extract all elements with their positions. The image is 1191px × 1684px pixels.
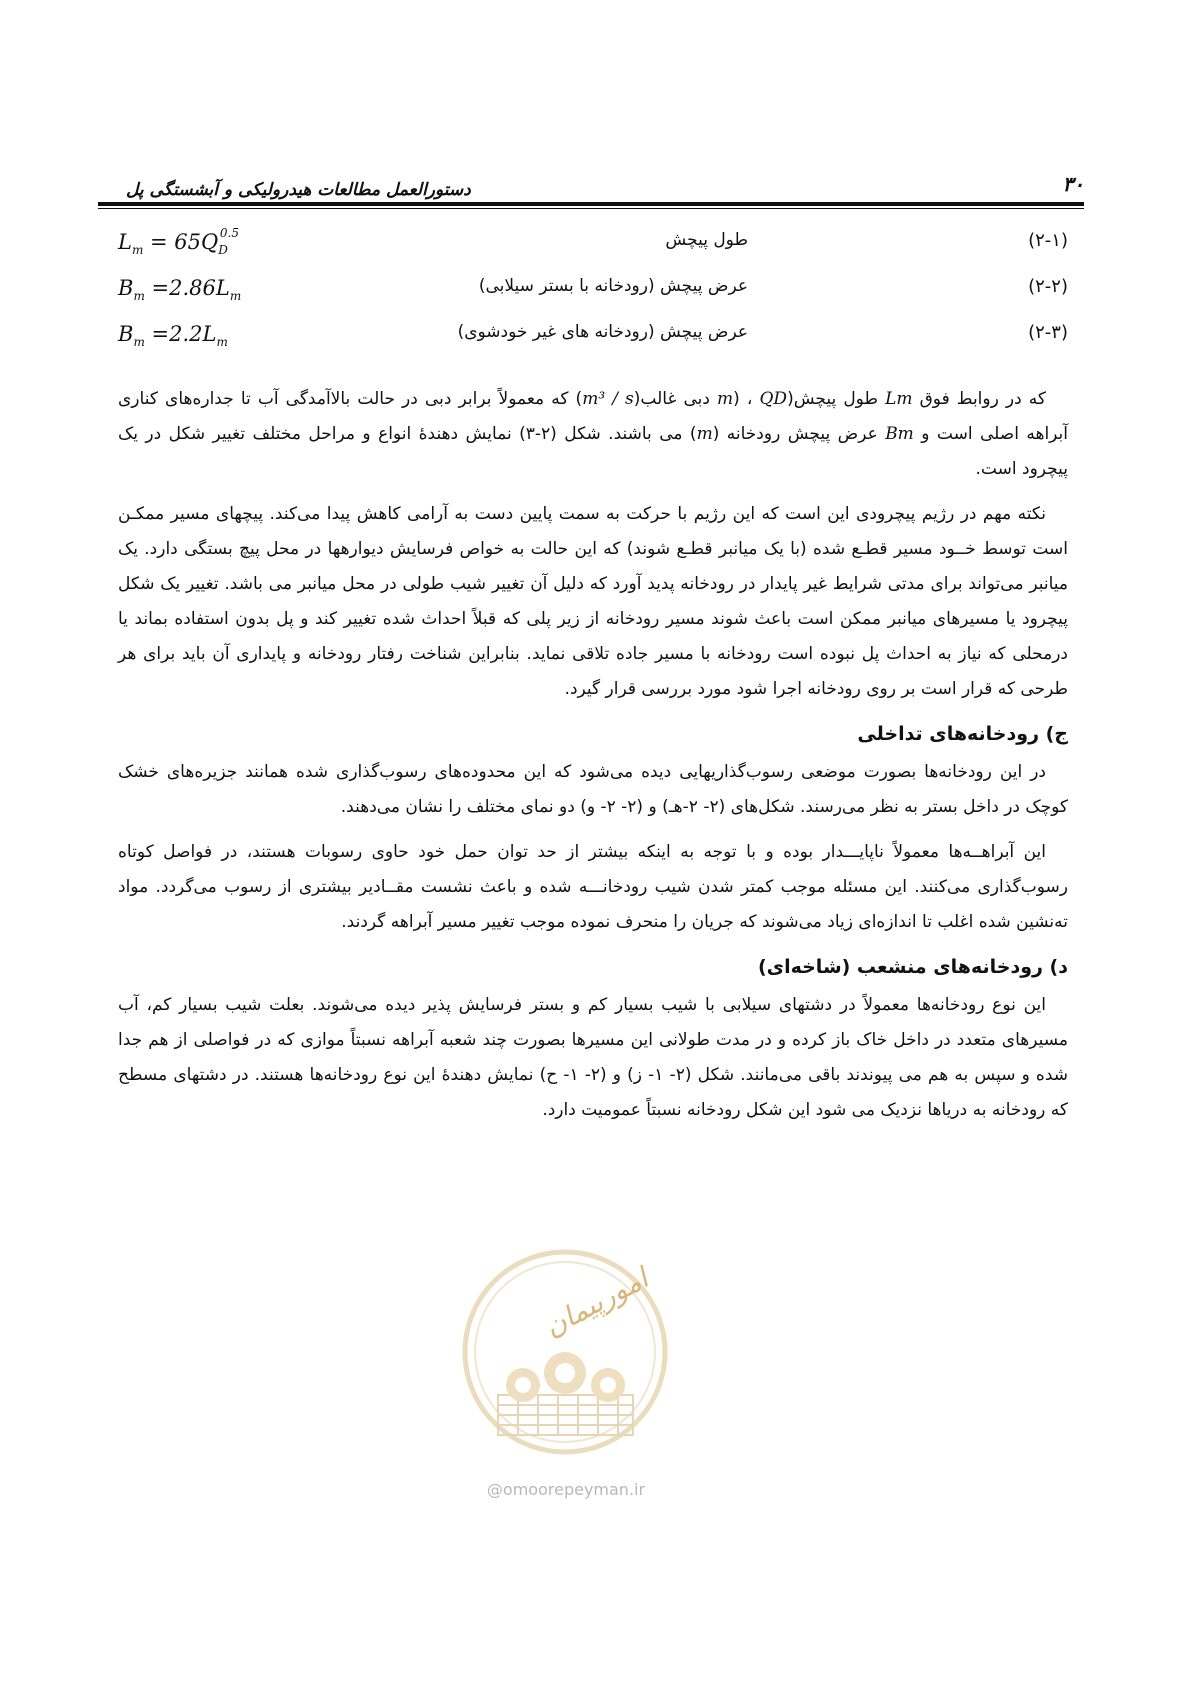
equation-row [118,322,1068,368]
equation-label: عرض پیچش (رودخانه های غیر خودشوی) [457,322,748,342]
paragraph: این نوع رودخانه‌ها معمولاً در دشتهای سیلابی با شیب بسیار کم و بستر فرسایش پذیر دیده می‌شوند. بعلت شیب بسیار کم، آب مسیرهای متعدد در داخل خاک باز کرده و در مدت طولانی این مسیرها بصورت چند شعبه آبراهه نسبتاً موازی که در فواصلی از هم جدا شده و سپس به هم می پیوندند باقی می‌مانند. شکل (۲- ۱- ز) و (۲- ۱- ح) نمایش دهندهٔ این نوع رودخانه‌ها هستند. در دشتهای مسطح که رودخانه به دریاها نزدیک می شود این شکل رودخانه نسبتاً عمومیت دارد. [118,995,1069,1120]
section-heading: د) رودخانه‌های منشعب (شاخه‌ای) [757,956,1068,978]
equation-number: (۲-۲) [1028,276,1068,297]
equation-row [118,226,1068,276]
page-number: ۳۰ [1062,172,1084,196]
page-header [98,160,1084,206]
paragraph-meander: نکته مهم در رژیم پیچرودی این است که این رژیم با حرکت به سمت پایین دست به آرامی کاهش پیدا می‌کند. پیچهای مسیر ممکـن است توسط خــود مسیر قطـع شده (با یک میانبر قطـع شوند) که این حالت به خواص فرسایش دیوارهها در محل پیچ بستگی دارد. یک میانبر می‌تواند برای مدتی شرایط غیر پایدار در رودخانه پدید آورد که دلیل آن تغییر شیب طولی در محل میانبر می باشد. تغییر یک شکل پیچرود یا مسیرهای میانبر ممکن است باعث شوند مسیر رودخانه از زیر پلی که قبلاً احداث شده تغییر کند و پل بدون استفاده بماند یا درمحلی که نیاز به احداث پل نبوده است رودخانه با مسیر جاده تلاقی نماید. بنابراین شناخت رفتار رودخانه و پایداری آن باید برای هر طرحی که قرار است بر روی رودخانه اجرا شود مورد بررسی قرار گیرد. [118,504,1068,699]
equation-formula: $B_m =2.86L_m$ [118,276,242,304]
equation-formula: $B_m =2.2L_m$ [118,322,228,350]
paragraph: در این رودخانه‌ها بصورت موضعی رسوب‌گذاریهایی دیده می‌شود که این محدوده‌های رسوب‌گذاری شده همانند جزیره‌های خشک کوچک در داخل بستر به نظر می‌رسند. شکل‌های (۲- ۲-هـ) و (۲- ۲- و) دو نمای مختلف را نشان می‌دهند. [118,762,1068,817]
paragraph: این آبراهــه‌ها معمولاً ناپایـــدار بوده و با توجه به اینکه بیشتر از حد توان حمل خود حاوی رسوبات هستند، در فواصل کوتاه رسوب‌گذاری می‌کنند. این مسئله موجب کمتر شدن شیب رودخانـــه شده و باعث نشست مقــادیر بیشتری از رسوب می‌گردد. مواد تەنشین شده اغلب تا اندازه‌ای زیاد می‌شوند که جریان را منحرف نموده موجب تغییر مسیر آبراهه گردند. [118,842,1068,932]
equation-formula: $L_m = 65Q_D^{0.5}$ [118,226,239,258]
paragraph-definitions: که در روابط فوق Lm طول پیچش(m) ، QD دبی غالب(m³ / s) که معمولاً برابر دبی در حالت بالاآمدگی آب تا جداره‌های کناری آبراهه اصلی است و Bm عرض پیچش رودخانه (m) می باشند. شکل (۲-۳) نمایش دهندهٔ انواع و مراحل مختلف تغییر شکل در یک پیچرود است. [118,389,1069,479]
watermark-brand: امورپیمان [538,1261,654,1344]
section-heading: ج) رودخانه‌های تداخلی [857,723,1068,745]
equation-list [118,226,1068,368]
equation-label: طول پیچش [665,230,748,250]
running-title: دستورالعمل مطالعات هیدرولیکی و آبشستگی پل [126,180,471,200]
equation-label: عرض پیچش (رودخانه با بستر سیلابی) [478,276,748,296]
header-rule-thin [98,208,1084,209]
equation-row [118,276,1068,322]
body-text [118,382,1068,1138]
watermark-url: @omoorepeyman.ir [486,1480,646,1499]
header-rule [98,202,1084,206]
equation-number: (۲-۱) [1028,230,1068,251]
equation-number: (۲-۳) [1028,322,1068,343]
